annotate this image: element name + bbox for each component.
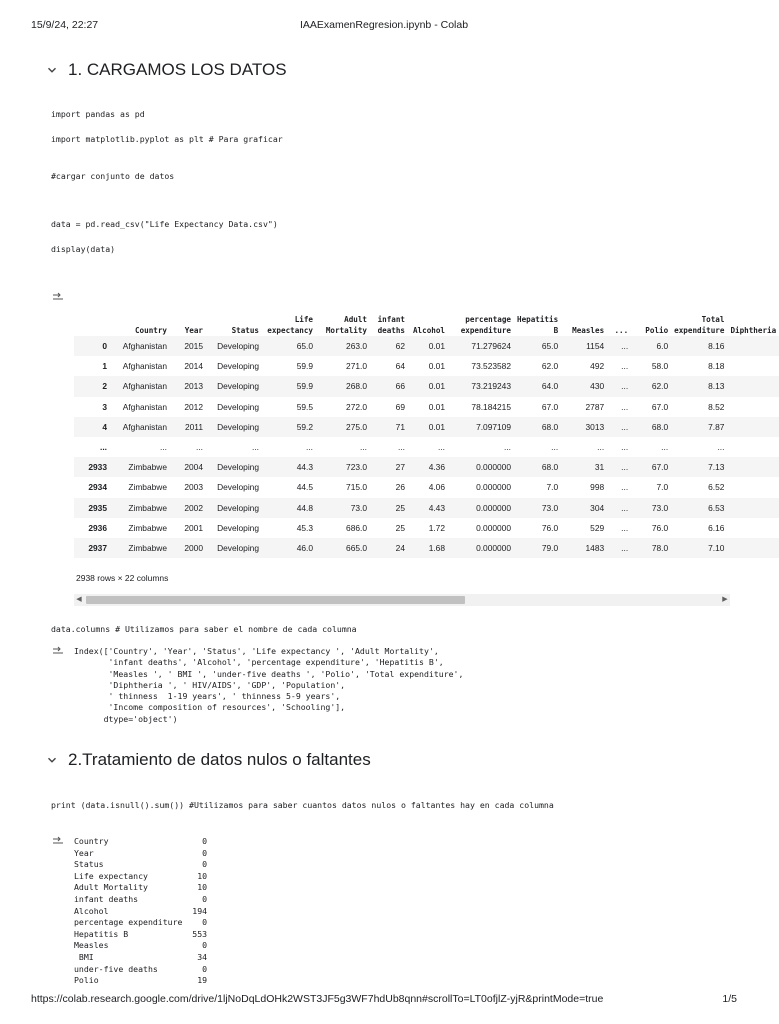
column-header: Status bbox=[231, 326, 259, 335]
print-url: https://colab.research.google.com/drive/1ljNoDqLdOHk2WST3JF5g3WF7hdUb8qnn#scrollTo=LT0ofjlZ-yjR&printMode=true bbox=[31, 993, 604, 1005]
table-cell: 78.184215 bbox=[471, 401, 511, 412]
table-cell bbox=[727, 397, 779, 417]
column-header bbox=[74, 300, 110, 336]
code-line[interactable]: import matplotlib.pyplot as plt # Para graficar bbox=[51, 134, 283, 144]
table-cell: 6.0 bbox=[631, 336, 671, 356]
table-cell: 25 bbox=[395, 522, 405, 533]
column-header: Alcohol bbox=[412, 326, 445, 335]
dataframe-output[interactable] bbox=[74, 300, 777, 558]
print-datetime: 15/9/24, 22:27 bbox=[31, 19, 99, 31]
table-cell: Developing bbox=[217, 361, 259, 372]
column-header: percentage expenditure bbox=[460, 315, 511, 335]
table-cell: 271.0 bbox=[346, 361, 367, 372]
table-cell: ... bbox=[360, 442, 367, 453]
table-cell: ... bbox=[621, 401, 629, 412]
table-cell bbox=[727, 457, 779, 477]
table-cell: 2014 bbox=[184, 361, 203, 372]
table-cell: 1.68 bbox=[408, 538, 448, 558]
table-cell bbox=[727, 417, 779, 437]
row-index: 2937 bbox=[74, 538, 110, 558]
table-row bbox=[74, 397, 779, 417]
code-line[interactable]: import pandas as pd bbox=[51, 109, 145, 119]
chevron-down-icon[interactable] bbox=[46, 754, 58, 766]
table-cell: Zimbabwe bbox=[110, 498, 170, 518]
row-index: 2933 bbox=[74, 457, 110, 477]
table-row bbox=[74, 417, 779, 437]
table-cell: 59.2 bbox=[262, 417, 316, 437]
table-cell: ... bbox=[607, 538, 631, 558]
table-cell: Developing bbox=[206, 336, 262, 356]
table-cell: 0.01 bbox=[428, 401, 445, 412]
table-cell: 64 bbox=[395, 361, 405, 372]
scroll-right-icon[interactable]: ▶ bbox=[722, 596, 728, 603]
table-cell: 65.0 bbox=[262, 336, 316, 356]
table-cell: 71.279624 bbox=[448, 336, 514, 356]
table-cell: ... bbox=[621, 442, 629, 453]
table-cell: Afghanistan bbox=[110, 376, 170, 396]
column-header: Year bbox=[184, 326, 203, 335]
table-cell: ... bbox=[621, 522, 629, 533]
table-cell: 0.01 bbox=[428, 361, 445, 372]
table-row bbox=[74, 336, 779, 356]
table-cell: ... bbox=[607, 457, 631, 477]
table-cell: ... bbox=[661, 442, 669, 453]
table-cell: 7.13 bbox=[671, 457, 727, 477]
table-row bbox=[74, 538, 779, 558]
table-cell: 6.52 bbox=[708, 482, 725, 493]
row-index: 4 bbox=[74, 417, 110, 437]
table-cell bbox=[727, 477, 779, 497]
table-cell: 4.43 bbox=[408, 498, 448, 518]
table-cell bbox=[727, 538, 779, 558]
table-cell: 7.87 bbox=[671, 417, 727, 437]
table-cell: 2013 bbox=[170, 376, 206, 396]
scroll-left-icon[interactable]: ◀ bbox=[76, 596, 82, 603]
section-header-cargamos[interactable] bbox=[46, 60, 287, 80]
table-cell: 62 bbox=[370, 336, 408, 356]
table-cell: 62.0 bbox=[631, 376, 671, 396]
row-index: 2934 bbox=[88, 482, 107, 493]
table-cell: 31 bbox=[561, 457, 607, 477]
table-row bbox=[74, 376, 779, 396]
table-cell: 0.01 bbox=[408, 417, 448, 437]
table-cell: 76.0 bbox=[651, 522, 669, 533]
table-cell: ... bbox=[717, 442, 725, 453]
table-cell: 73.0 bbox=[631, 498, 671, 518]
table-row bbox=[74, 457, 779, 477]
table-cell: 0.000000 bbox=[448, 498, 514, 518]
table-cell: 263.0 bbox=[316, 336, 370, 356]
table-cell: 2004 bbox=[170, 457, 206, 477]
table-cell: 0.000000 bbox=[476, 482, 511, 493]
table-cell: 0.000000 bbox=[476, 522, 511, 533]
print-footer bbox=[31, 993, 737, 1007]
table-cell: Developing bbox=[217, 401, 259, 412]
column-header: infant deaths bbox=[377, 315, 405, 335]
table-cell: 73.523582 bbox=[471, 361, 511, 372]
columns-output: Index(['Country', 'Year', 'Status', 'Life expectancy ', 'Adult Mortality', 'infant deaths', 'Alcohol', 'percentage expenditure', 'Hepatitis B', 'Measles ', ' BMI ', 'under-five deaths ', 'Polio', 'Total expenditure', 'Diphtheria ', ' HIV/AIDS', 'GDP', 'Population', ' thinness 1-19 years', ' thinness 5-9 years', 'Income composition of resources', 'Schooling'], dtype='object') bbox=[74, 646, 464, 724]
horizontal-scrollbar[interactable] bbox=[74, 594, 730, 606]
table-cell: 304 bbox=[561, 498, 607, 518]
table-cell: 27 bbox=[370, 457, 408, 477]
table-cell: 430 bbox=[561, 376, 607, 396]
table-cell: 715.0 bbox=[346, 482, 367, 493]
table-row bbox=[74, 498, 779, 518]
table-cell: 68.0 bbox=[631, 417, 671, 437]
table-cell: ... bbox=[438, 442, 445, 453]
table-cell: Zimbabwe bbox=[110, 538, 170, 558]
table-cell: Developing bbox=[217, 482, 259, 493]
row-index: 3 bbox=[102, 401, 107, 412]
table-cell: 24 bbox=[370, 538, 408, 558]
table-cell: 2002 bbox=[170, 498, 206, 518]
table-cell: 2003 bbox=[184, 482, 203, 493]
section-title: 2.Tratamiento de datos nulos o faltantes bbox=[68, 750, 371, 769]
row-index: 2936 bbox=[88, 522, 107, 533]
table-cell bbox=[727, 356, 779, 376]
row-index: 1 bbox=[102, 361, 107, 372]
table-cell: 73.0 bbox=[316, 498, 370, 518]
table-row bbox=[74, 356, 779, 376]
table-cell: 0.000000 bbox=[448, 538, 514, 558]
table-cell: ... bbox=[160, 442, 167, 453]
table-cell: 8.16 bbox=[671, 336, 727, 356]
table-cell: 275.0 bbox=[316, 417, 370, 437]
table-cell: 2011 bbox=[170, 417, 206, 437]
table-cell: 59.9 bbox=[262, 376, 316, 396]
table-cell: 67.0 bbox=[651, 401, 669, 412]
print-header bbox=[31, 19, 737, 33]
table-cell: Developing bbox=[206, 457, 262, 477]
table-cell: 2012 bbox=[184, 401, 203, 412]
table-cell: 1.72 bbox=[428, 522, 445, 533]
column-header: ... bbox=[614, 326, 629, 335]
column-header: Hepatitis B bbox=[517, 315, 559, 335]
row-index: ... bbox=[100, 442, 107, 453]
table-cell: 8.13 bbox=[671, 376, 727, 396]
dataframe-shape: 2938 rows × 22 columns bbox=[76, 573, 169, 583]
table-cell: 8.18 bbox=[708, 361, 725, 372]
table-cell bbox=[727, 437, 779, 457]
table-cell: 272.0 bbox=[346, 401, 367, 412]
table-cell: 998 bbox=[590, 482, 605, 493]
table-cell: Developing bbox=[217, 522, 259, 533]
table-cell: ... bbox=[306, 442, 313, 453]
code-line[interactable]: print (data.isnull().sum()) #Utilizamos para saber cuantos datos nulos o faltantes hay en cada columna bbox=[51, 800, 554, 810]
code-line[interactable]: display(data) bbox=[51, 244, 116, 254]
table-cell: 7.0 bbox=[656, 482, 669, 493]
table-cell: 7.097109 bbox=[448, 417, 514, 437]
table-cell: 68.0 bbox=[514, 417, 561, 437]
table-cell: 66 bbox=[370, 376, 408, 396]
column-header: Adult Mortality bbox=[325, 315, 367, 335]
table-cell bbox=[727, 336, 779, 356]
table-cell: 4.36 bbox=[408, 457, 448, 477]
output-toggle-icon[interactable] bbox=[52, 836, 66, 846]
code-line[interactable]: data.columns # Utilizamos para saber el nombre de cada columna bbox=[51, 624, 357, 634]
table-cell: ... bbox=[607, 376, 631, 396]
table-cell bbox=[727, 376, 779, 396]
column-header: Diphtheria bbox=[730, 326, 777, 335]
table-cell: 78.0 bbox=[631, 538, 671, 558]
row-index: 2 bbox=[74, 376, 110, 396]
table-cell: 45.3 bbox=[296, 522, 313, 533]
table-cell: 44.3 bbox=[262, 457, 316, 477]
table-cell: 1154 bbox=[561, 336, 607, 356]
table-cell: 44.8 bbox=[262, 498, 316, 518]
table-cell: 44.5 bbox=[296, 482, 313, 493]
column-header: Polio bbox=[645, 326, 669, 335]
table-cell: 67.0 bbox=[541, 401, 559, 412]
table-row bbox=[74, 518, 779, 538]
column-header: Measles bbox=[572, 326, 605, 335]
table-cell: 26 bbox=[395, 482, 405, 493]
table-cell: ... bbox=[398, 442, 405, 453]
table-cell: Afghanistan bbox=[110, 336, 170, 356]
table-cell: 7.10 bbox=[671, 538, 727, 558]
column-header: Life expectancy bbox=[267, 315, 313, 335]
dataframe-table bbox=[74, 300, 779, 558]
table-cell: 59.9 bbox=[296, 361, 313, 372]
table-cell: 59.5 bbox=[296, 401, 313, 412]
table-cell: 0.000000 bbox=[448, 457, 514, 477]
table-cell: 46.0 bbox=[262, 538, 316, 558]
table-cell: 67.0 bbox=[631, 457, 671, 477]
table-row bbox=[74, 477, 779, 497]
table-cell: 665.0 bbox=[316, 538, 370, 558]
print-title: IAAExamenRegresion.ipynb - Colab bbox=[299, 19, 469, 31]
table-cell: Developing bbox=[206, 376, 262, 396]
table-row bbox=[74, 437, 779, 457]
table-cell: 7.0 bbox=[546, 482, 559, 493]
table-cell: 6.16 bbox=[708, 522, 725, 533]
table-cell: 2787 bbox=[585, 401, 605, 412]
table-cell: Developing bbox=[206, 417, 262, 437]
table-cell: Developing bbox=[206, 498, 262, 518]
isnull-output: Country 0 Year 0 Status 0 Life expectancy 10 Adult Mortality 10 infant deaths 0 Alcohol 194 percentage expenditure 0 Hepatitis B 553 Measles 0 BMI 34 under-five deaths 0 Polio 19 bbox=[74, 836, 208, 986]
table-cell: 62.0 bbox=[541, 361, 559, 372]
table-cell: ... bbox=[196, 442, 203, 453]
column-header: Country bbox=[134, 326, 167, 335]
table-cell: Afghanistan bbox=[122, 361, 167, 372]
table-cell: 65.0 bbox=[514, 336, 561, 356]
table-cell: ... bbox=[551, 442, 559, 453]
table-cell: ... bbox=[597, 442, 605, 453]
chevron-down-icon[interactable] bbox=[46, 64, 58, 76]
table-cell: 8.52 bbox=[708, 401, 725, 412]
table-cell: 529 bbox=[590, 522, 605, 533]
code-line[interactable]: #cargar conjunto de datos bbox=[51, 171, 175, 181]
table-cell: Zimbabwe bbox=[128, 482, 167, 493]
table-cell: 76.0 bbox=[541, 522, 559, 533]
print-page-number: 1/5 bbox=[722, 993, 737, 1005]
table-cell: 723.0 bbox=[316, 457, 370, 477]
table-cell: Afghanistan bbox=[122, 401, 167, 412]
table-cell: 58.0 bbox=[651, 361, 669, 372]
table-cell bbox=[727, 498, 779, 518]
output-toggle-icon[interactable] bbox=[52, 646, 66, 656]
table-cell: ... bbox=[607, 417, 631, 437]
table-cell: ... bbox=[607, 336, 631, 356]
table-cell: ... bbox=[621, 361, 629, 372]
table-cell: 68.0 bbox=[514, 457, 561, 477]
table-cell: 3013 bbox=[561, 417, 607, 437]
table-cell: 64.0 bbox=[514, 376, 561, 396]
table-cell: 2000 bbox=[170, 538, 206, 558]
row-index: 2935 bbox=[74, 498, 110, 518]
table-cell: 268.0 bbox=[316, 376, 370, 396]
table-cell: 492 bbox=[590, 361, 605, 372]
table-cell: 4.06 bbox=[428, 482, 445, 493]
table-cell: 25 bbox=[370, 498, 408, 518]
table-cell: Zimbabwe bbox=[128, 522, 167, 533]
scrollbar-thumb[interactable] bbox=[86, 596, 465, 604]
table-cell: 73.0 bbox=[514, 498, 561, 518]
table-cell: 79.0 bbox=[514, 538, 561, 558]
table-cell: 69 bbox=[395, 401, 405, 412]
table-cell: 2015 bbox=[170, 336, 206, 356]
table-cell: 0.01 bbox=[408, 376, 448, 396]
table-cell: Developing bbox=[206, 538, 262, 558]
table-cell: ... bbox=[621, 482, 629, 493]
table-cell: 1483 bbox=[561, 538, 607, 558]
code-line[interactable]: data = pd.read_csv("Life Expectancy Data.csv") bbox=[51, 219, 278, 229]
table-cell: 6.53 bbox=[671, 498, 727, 518]
table-cell bbox=[727, 518, 779, 538]
column-header: Total expenditure bbox=[674, 315, 725, 335]
table-cell: 71 bbox=[370, 417, 408, 437]
table-cell: 73.219243 bbox=[448, 376, 514, 396]
table-cell: ... bbox=[607, 498, 631, 518]
table-cell: Afghanistan bbox=[110, 417, 170, 437]
table-cell: ... bbox=[504, 442, 511, 453]
table-cell: ... bbox=[252, 442, 259, 453]
section-title: 1. CARGAMOS LOS DATOS bbox=[68, 60, 287, 79]
table-cell: 2001 bbox=[184, 522, 203, 533]
section-header-nulos[interactable] bbox=[46, 750, 371, 770]
table-cell: 0.01 bbox=[408, 336, 448, 356]
row-index: 0 bbox=[74, 336, 110, 356]
table-cell: 686.0 bbox=[346, 522, 367, 533]
table-cell: Zimbabwe bbox=[110, 457, 170, 477]
output-toggle-icon[interactable] bbox=[52, 292, 66, 302]
